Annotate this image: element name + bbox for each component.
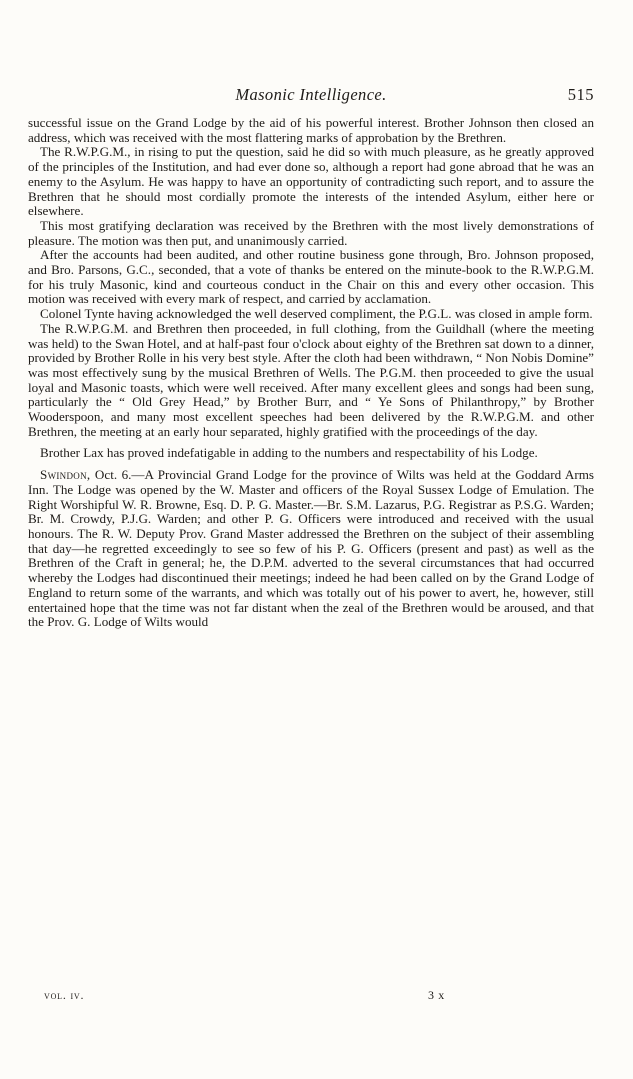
paragraph-brother-lax: Brother Lax has proved indefatigable in adding to the numbers and respectability of his Lodge. [40,445,538,461]
page-number: 515 [567,85,594,104]
paragraph-lodge-closed: Colonel Tynte having acknowledged the well deserved compliment, the P.G.L. was closed in ample form. [40,306,593,322]
body-text [28,116,594,630]
swindon-text: Oct. 6.—A Provincial Grand Lodge for the province of Wilts was held at the Goddard Arms Inn. The Lodge was opened by the W. Master and officers of the Royal Sussex Lodge of Emulation. The Right Worshipful W. R. Browne, Esq. D. P. G. Master.—Br. S.M. Lazarus, P.G. Registrar as P.S.G. Warden; Br. M. Crowdy, P.J.G. Warden; and other P. G. Officers were introduced and received with the usual honours. The R. W. Deputy Prov. Grand Master addressed the Brethren on the subject of their assembling that day—he regretted exceedingly to see so few of his P. G. Officers (present and past) as well as the Brethren of the Craft in general; he, the D.P.M. adverted to the several circumstances that had occurred whereby the Lodges had discontinued their meetings; indeed he had been called on by the Grand Lodge of England to return some of the warrants, and which was totally out of his power to avert, he, however, still entertained hope that the time was not far distant when the zeal of the Brethren would be aroused, and that the Prov. G. Lodge of Wilts would [28,467,594,630]
paragraph-declaration: This most gratifying declaration was received by the Brethren with the most lively demonstrations of pleasure. The motion was then put, and unanimously carried. [28,217,594,248]
running-head [28,85,594,109]
paragraph-rwpgm-address: The R.W.P.G.M., in rising to put the question, said he did so with much pleasure, as he greatly approved of the principles of the Institution, and had ever done so, although a report had gone abroad that he was an enemy to the Asylum. He was happy to have an opportunity of contradicting such report, and to assure the Brethren that he should most cordially promote the interests of the intended Asylum, either here or elsewhere. [28,144,594,219]
signature-mark: 3 x [428,988,445,1002]
paragraph-dinner: The R.W.P.G.M. and Brethren then proceeded, in full clothing, from the Guildhall (where the meeting was held) to the Swan Hotel, and at half-past four o'clock about eighty of the Brethren sat down to a dinner, provided by Brother Rolle in his very best style. After the cloth had been withdrawn, “ Non Nobis Domine” was most effectively sung by the musical Brethren of Wells. The P.G.M. then proceeded to give the usual loyal and Masonic toasts, which were well received. After many excellent glees and songs had been sung, particularly the “ Old Grey Head,” by Brother Burr, and “ Ye Sons of Philanthropy,” by Brother Wooderspoon, and many most excellent speeches had been delivered by the R.W.P.G.M. and other Brethren, the meeting at an early hour separated, highly gratified with the proceedings of the day. [28,320,594,439]
paragraph-swindon [28,468,594,630]
running-title: Masonic Intelligence. [235,85,387,104]
paragraph-continuation: successful issue on the Grand Lodge by the aid of his powerful interest. Brother Johnson then closed an address, which was received with the most flattering marks of approbation by the Brethren. [28,115,594,145]
volume-mark: vol. iv. [44,988,85,1002]
place-name: Swindon, [40,467,91,483]
paragraph-vote-of-thanks: After the accounts had been audited, and other routine business gone through, Bro. Johnson proposed, and Bro. Parsons, G.C., seconded, that a vote of thanks be entered on the minute-book to the R.W.P.G.M. for his truly Masonic, kind and courteous conduct in the Chair on this and every other occasion. This motion was received with every mark of respect, and carried by acclamation. [28,247,594,307]
page-footer [28,988,594,1004]
